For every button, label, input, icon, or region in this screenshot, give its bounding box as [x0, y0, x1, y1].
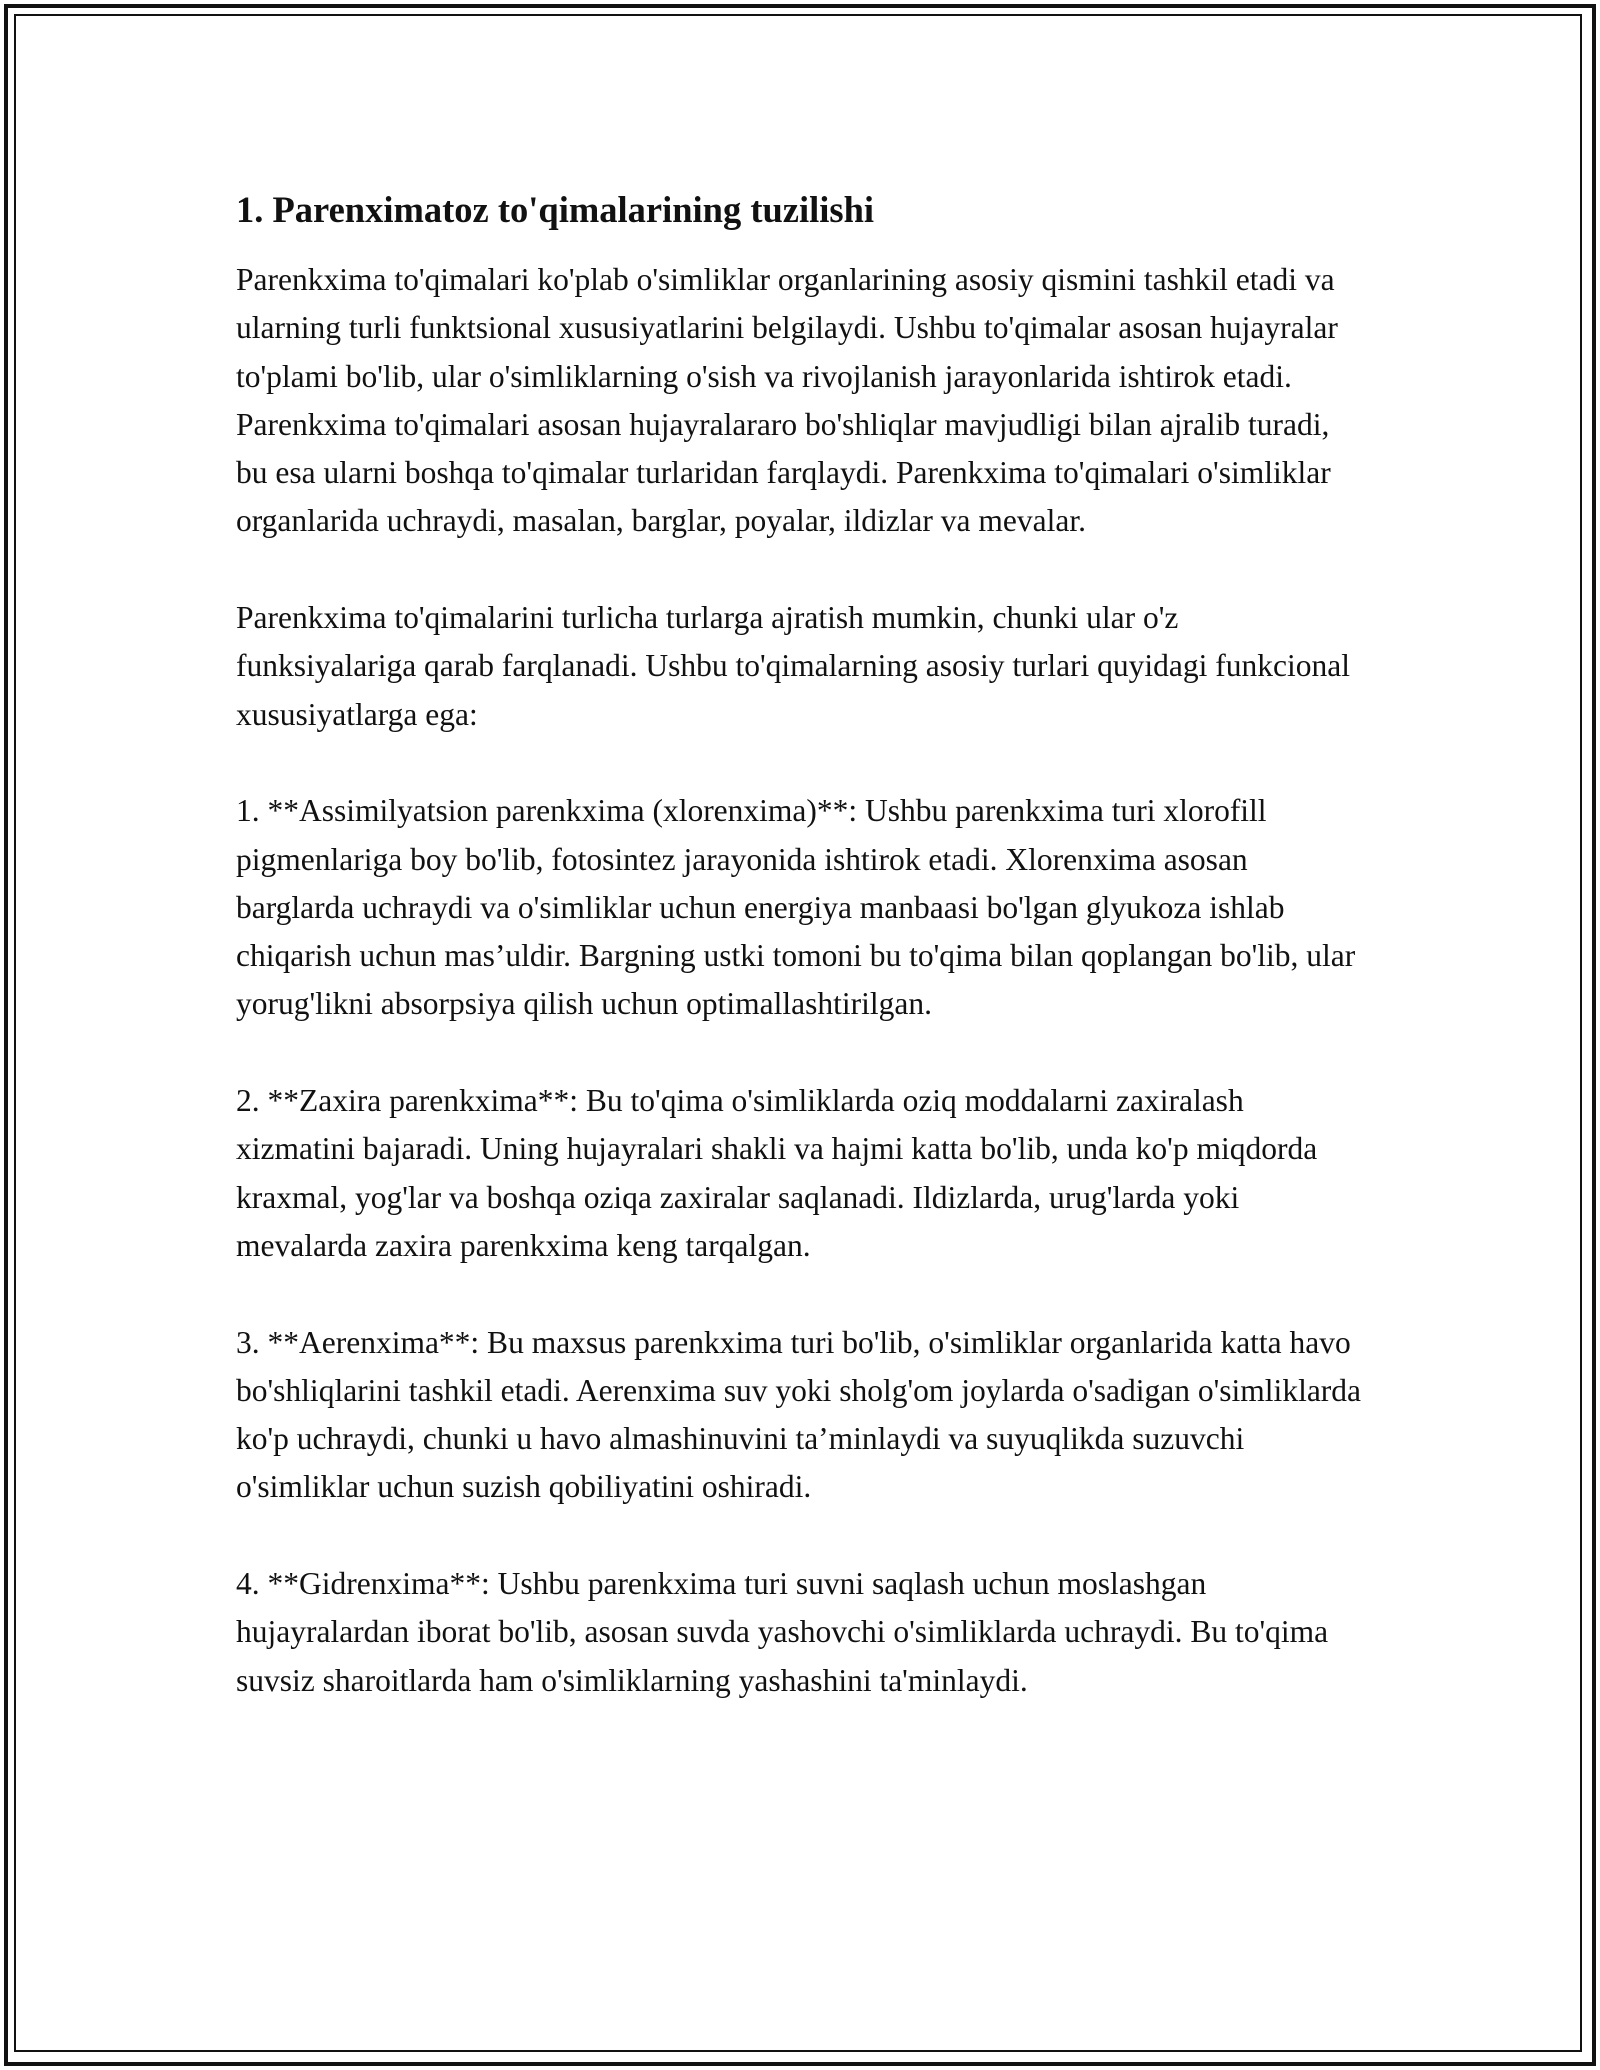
paragraph-spacer — [236, 1029, 1366, 1077]
section-heading: 1. Parenximatoz to'qimalarining tuzilishi — [236, 189, 875, 230]
paragraph-spacer — [236, 546, 1366, 594]
list-item-assimilyatsion: 1. **Assimilyatsion parenkxima (xlorenxima)**: Ushbu parenkxima turi xlorofill pigmenlariga boy bo'lib, fotosintez jarayonida ishtirok etadi. Xlorenxima asosan barglarda uchraydi va o'simliklar uchun energiya manbaasi bo'lgan glyukoza ishlab chiqarish uchun mas’uldir. Bargning ustki tomoni bu to'qima bilan qoplangan bo'lib, ular yorug'likni absorpsiya qilish uchun optimallashtirilgan. — [236, 793, 1356, 1022]
document-body — [236, 186, 1366, 1705]
paragraph-types-intro: Parenkxima to'qimalarini turlicha turlarga ajratish mumkin, chunki ular o'z funksiyalariga qarab farqlanadi. Ushbu to'qimalarning asosiy turlari quyidagi funkcional xususiyatlarga ega: — [236, 600, 1350, 732]
list-item-zaxira: 2. **Zaxira parenkxima**: Bu to'qima o'simliklarda oziq moddalarni zaxiralash xizmatini bajaradi. Uning hujayralari shakli va hajmi katta bo'lib, unda ko'p miqdorda kraxmal, yog'lar va boshqa oziqa zaxiralar saqlanadi. Ildizlarda, urug'larda yoki mevalarda zaxira parenkxima keng tarqalgan. — [236, 1083, 1318, 1263]
list-item-aerenxima: 3. **Aerenxima**: Bu maxsus parenkxima turi bo'lib, o'simliklar organlarida katta havo bo'shliqlarini tashkil etadi. Aerenxima suv yoki sholg'om joylarda o'sadigan o'simliklarda ko'p uchraydi, chunki u havo almashinuvini ta’minlaydi va suyuqlikda suzuvchi o'simliklar uchun suzish qobiliyatini oshiradi. — [236, 1324, 1362, 1505]
paragraph-spacer — [236, 1270, 1366, 1318]
paragraph-spacer — [236, 739, 1366, 787]
list-item-gidrenxima: 4. **Gidrenxima**: Ushbu parenkxima turi suvni saqlash uchun moslashgan hujayralardan iborat bo'lib, asosan suvda yashovchi o'simliklarda uchraydi. Bu to'qima suvsiz sharoitlarda ham o'simliklarning yashashini ta'minlaydi. — [236, 1566, 1329, 1698]
paragraph-intro: Parenkxima to'qimalari ko'plab o'simliklar organlarining asosiy qismini tashkil etadi va ularning turli funktsional xususiyatlarini belgilaydi. Ushbu to'qimalar asosan hujayralar to'plami bo'lib, ular o'simliklarning o'sish va rivojlanish jarayonlarida ishtirok etadi. Parenkxima to'qimalari asosan hujayralararo bo'shliqlar mavjudligi bilan ajralib turadi, bu esa ularni boshqa to'qimalar turlaridan farqlaydi. Parenkxima to'qimalari o'simliklar organlarida uchraydi, masalan, barglar, poyalar, ildizlar va mevalar. — [236, 262, 1338, 539]
paragraph-spacer — [236, 1512, 1366, 1560]
